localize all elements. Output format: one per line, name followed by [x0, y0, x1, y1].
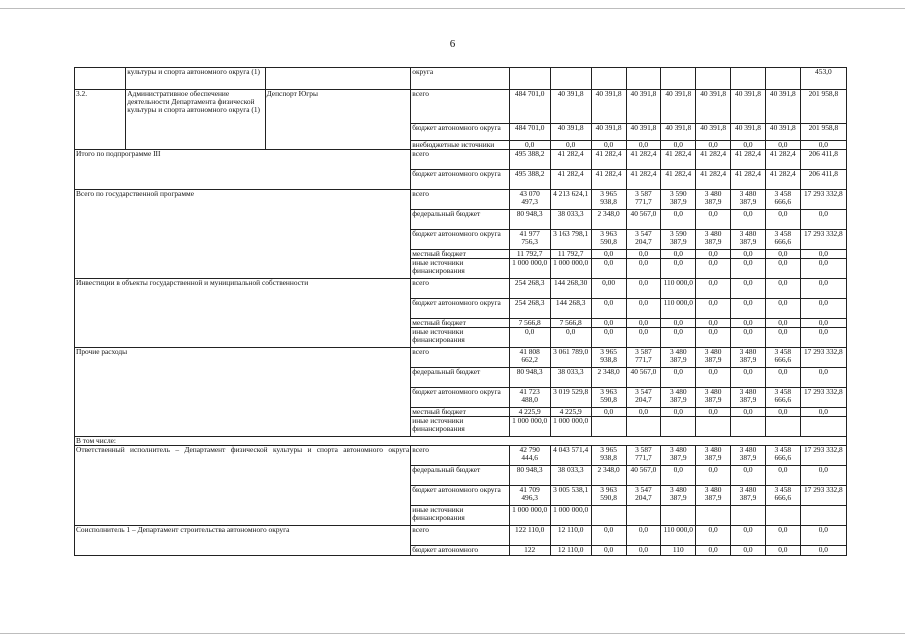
amount-cell	[731, 68, 766, 90]
amount-cell: 254 268,3	[509, 279, 550, 299]
amount-cell	[800, 506, 846, 526]
page-number: 6	[449, 38, 456, 50]
funding-source: округа	[411, 68, 509, 90]
group-label: Ответственный исполнитель – Департамент физической культуры и спорта автономного округа	[75, 446, 411, 526]
funding-source: всего	[411, 348, 509, 368]
amount-cell: 0,0	[661, 210, 696, 230]
row-number: 3.2.	[75, 90, 126, 150]
amount-cell: 7 566,8	[509, 319, 550, 328]
amount-cell: 3 590 387,9	[661, 230, 696, 250]
amount-cell: 41 282,4	[661, 170, 696, 190]
amount-cell: 41 282,4	[550, 150, 591, 170]
amount-cell: 3 480 387,9	[731, 230, 766, 250]
amount-cell: 0,0	[765, 368, 800, 388]
amount-cell: 0,0	[731, 299, 766, 319]
amount-cell: 40 391,8	[731, 90, 766, 124]
amount-cell: 3 458 666,6	[765, 446, 800, 466]
amount-cell: 0,0	[800, 141, 846, 150]
amount-cell: 0,0	[696, 210, 731, 230]
amount-cell: 0,0	[765, 250, 800, 259]
funding-source: бюджет автономного округа	[411, 388, 509, 408]
amount-cell: 0,0	[765, 279, 800, 299]
amount-cell	[591, 68, 626, 90]
amount-cell: 0,0	[661, 368, 696, 388]
funding-source: федеральный бюджет	[411, 210, 509, 230]
amount-cell: 0,0	[696, 408, 731, 417]
group-label: Итого по подпрограмме III	[75, 150, 411, 190]
amount-cell: 40 391,8	[591, 124, 626, 141]
amount-cell	[661, 506, 696, 526]
amount-cell: 80 948,3	[509, 466, 550, 486]
amount-cell: 0,0	[696, 546, 731, 556]
amount-cell: 40 567,0	[626, 368, 661, 388]
amount-cell: 0,0	[626, 250, 661, 259]
amount-cell: 40 391,8	[731, 124, 766, 141]
amount-cell	[696, 506, 731, 526]
funding-source: бюджет автономного округа	[411, 230, 509, 250]
amount-cell: 0,0	[765, 466, 800, 486]
amount-cell: 3 163 798,1	[550, 230, 591, 250]
amount-cell: 0,0	[661, 250, 696, 259]
amount-cell: 0,00	[591, 279, 626, 299]
amount-cell: 0,0	[731, 466, 766, 486]
scan-edge-top	[0, 8, 905, 9]
executor: Депспорт Югры	[265, 90, 411, 150]
row-number	[75, 68, 126, 90]
amount-cell: 41 282,4	[731, 150, 766, 170]
amount-cell: 3 458 666,6	[765, 190, 800, 210]
amount-cell: 0,0	[731, 319, 766, 328]
amount-cell	[626, 68, 661, 90]
amount-cell: 41 282,4	[696, 170, 731, 190]
amount-cell: 41 977 756,3	[509, 230, 550, 250]
amount-cell: 41 282,4	[591, 170, 626, 190]
amount-cell: 1 000 000,0	[550, 506, 591, 526]
amount-cell: 3 963 590,8	[591, 388, 626, 408]
amount-cell: 7 566,8	[550, 319, 591, 328]
amount-cell: 2 348,0	[591, 210, 626, 230]
funding-source: местный бюджет	[411, 319, 509, 328]
amount-cell: 3 480 387,9	[661, 446, 696, 466]
funding-source: бюджет автономного округа	[411, 299, 509, 319]
amount-cell: 3 480 387,9	[696, 486, 731, 506]
funding-source: местный бюджет	[411, 250, 509, 259]
funding-source: внебюджетные источники	[411, 141, 509, 150]
amount-cell: 40 391,8	[626, 90, 661, 124]
measure-name: Административное обеспечение деятельности Департамента физической культуры и спорта автономного округа (1)	[126, 90, 265, 150]
amount-cell: 17 293 332,8	[800, 348, 846, 368]
amount-cell: 41 282,4	[591, 150, 626, 170]
amount-cell: 0,0	[661, 408, 696, 417]
amount-cell: 3 547 204,7	[626, 388, 661, 408]
amount-cell	[591, 417, 626, 437]
table-row	[75, 90, 847, 124]
amount-cell: 3 480 387,9	[731, 446, 766, 466]
amount-cell: 3 480 387,9	[731, 348, 766, 368]
amount-cell: 206 411,8	[800, 170, 846, 190]
amount-cell: 3 547 204,7	[626, 230, 661, 250]
amount-cell: 41 808 662,2	[509, 348, 550, 368]
budget-table	[74, 67, 847, 556]
amount-cell: 1 000 000,0	[550, 417, 591, 437]
funding-source: всего	[411, 90, 509, 124]
funding-source: всего	[411, 150, 509, 170]
amount-cell: 11 792,7	[509, 250, 550, 259]
funding-source: всего	[411, 190, 509, 210]
amount-cell: 41 282,4	[550, 170, 591, 190]
amount-cell: 38 033,3	[550, 466, 591, 486]
amount-cell: 1 000 000,0	[509, 506, 550, 526]
amount-cell: 40 391,8	[661, 124, 696, 141]
amount-cell: 0,0	[696, 466, 731, 486]
amount-cell: 0,0	[591, 319, 626, 328]
scan-edge-bottom	[0, 633, 905, 634]
amount-cell	[765, 506, 800, 526]
amount-cell	[731, 506, 766, 526]
funding-source: всего	[411, 279, 509, 299]
amount-cell: 0,0	[696, 368, 731, 388]
amount-cell: 0,0	[696, 250, 731, 259]
amount-cell: 17 293 332,8	[800, 388, 846, 408]
funding-source: иные источники финансирования	[411, 417, 509, 437]
amount-cell: 0,0	[591, 250, 626, 259]
amount-cell: 41 282,4	[626, 170, 661, 190]
measure-name: культуры и спорта автономного округа (1)	[126, 68, 265, 90]
amount-cell: 495 388,2	[509, 170, 550, 190]
amount-cell: 0,0	[661, 466, 696, 486]
amount-cell: 40 567,0	[626, 210, 661, 230]
amount-cell: 1 000 000,0	[509, 259, 550, 279]
table-row	[75, 437, 847, 446]
amount-cell: 3 965 938,8	[591, 348, 626, 368]
amount-cell: 3 061 789,0	[550, 348, 591, 368]
amount-cell: 40 391,8	[591, 90, 626, 124]
amount-cell: 4 225,9	[550, 408, 591, 417]
amount-cell: 0,0	[591, 526, 626, 546]
amount-cell: 0,0	[626, 259, 661, 279]
amount-cell: 0,0	[765, 546, 800, 556]
amount-cell: 0,0	[800, 408, 846, 417]
amount-cell: 0,0	[591, 299, 626, 319]
amount-cell: 0,0	[731, 259, 766, 279]
amount-cell: 2 348,0	[591, 368, 626, 388]
amount-cell: 40 391,8	[696, 124, 731, 141]
amount-cell	[696, 68, 731, 90]
amount-cell: 201 958,8	[800, 124, 846, 141]
amount-cell: 0,0	[765, 210, 800, 230]
amount-cell: 40 391,8	[550, 124, 591, 141]
amount-cell: 122	[509, 546, 550, 556]
amount-cell: 3 480 387,9	[731, 388, 766, 408]
amount-cell: 484 701,0	[509, 90, 550, 124]
amount-cell: 80 948,3	[509, 210, 550, 230]
group-label: Всего по государственной программе	[75, 190, 411, 279]
amount-cell: 1 000 000,0	[509, 417, 550, 437]
table-row	[75, 190, 847, 210]
amount-cell: 41 282,4	[765, 170, 800, 190]
amount-cell: 0,0	[550, 141, 591, 150]
amount-cell: 11 792,7	[550, 250, 591, 259]
amount-cell: 3 587 771,7	[626, 348, 661, 368]
amount-cell	[550, 68, 591, 90]
amount-cell: 0,0	[509, 328, 550, 348]
amount-cell: 0,0	[731, 408, 766, 417]
amount-cell: 0,0	[800, 259, 846, 279]
amount-cell: 41 282,4	[626, 150, 661, 170]
amount-cell: 3 963 590,8	[591, 230, 626, 250]
amount-cell: 0,0	[800, 279, 846, 299]
amount-cell: 41 723 488,0	[509, 388, 550, 408]
amount-cell: 3 480 387,9	[661, 486, 696, 506]
amount-cell: 40 391,8	[550, 90, 591, 124]
amount-cell: 3 458 666,6	[765, 348, 800, 368]
amount-cell: 110	[661, 546, 696, 556]
amount-cell: 3 458 666,6	[765, 486, 800, 506]
amount-cell: 43 070 497,3	[509, 190, 550, 210]
amount-cell: 3 965 938,8	[591, 190, 626, 210]
amount-cell: 17 293 332,8	[800, 486, 846, 506]
amount-cell	[626, 417, 661, 437]
amount-cell: 0,0	[800, 299, 846, 319]
amount-cell: 0,0	[591, 546, 626, 556]
amount-cell	[765, 68, 800, 90]
group-label: Соисполнитель 1 – Департамент строительства автономного округа	[75, 526, 411, 556]
amount-cell: 17 293 332,8	[800, 230, 846, 250]
amount-cell: 40 391,8	[765, 124, 800, 141]
amount-cell: 0,0	[626, 299, 661, 319]
amount-cell: 38 033,3	[550, 368, 591, 388]
amount-cell: 0,0	[591, 259, 626, 279]
amount-cell: 12 110,0	[550, 546, 591, 556]
table-row	[75, 150, 847, 170]
amount-cell	[661, 68, 696, 90]
amount-cell: 110 000,0	[661, 279, 696, 299]
amount-cell: 3 458 666,6	[765, 388, 800, 408]
amount-cell: 0,0	[765, 526, 800, 546]
amount-cell: 40 567,0	[626, 466, 661, 486]
amount-cell: 3 965 938,8	[591, 446, 626, 466]
amount-cell: 0,0	[626, 328, 661, 348]
funding-source: всего	[411, 446, 509, 466]
amount-cell: 453,0	[800, 68, 846, 90]
funding-source: федеральный бюджет	[411, 368, 509, 388]
amount-cell: 122 110,0	[509, 526, 550, 546]
amount-cell: 0,0	[661, 259, 696, 279]
table-row	[75, 348, 847, 368]
amount-cell: 3 480 387,9	[696, 446, 731, 466]
amount-cell: 0,0	[731, 210, 766, 230]
amount-cell: 41 282,4	[765, 150, 800, 170]
amount-cell: 3 480 387,9	[696, 348, 731, 368]
amount-cell: 0,0	[765, 328, 800, 348]
amount-cell: 0,0	[591, 141, 626, 150]
amount-cell: 0,0	[731, 279, 766, 299]
group-label: Инвестиции в объекты государственной и муниципальной собственности	[75, 279, 411, 348]
amount-cell: 0,0	[800, 466, 846, 486]
amount-cell: 40 391,8	[626, 124, 661, 141]
amount-cell: 0,0	[800, 328, 846, 348]
table-row	[75, 526, 847, 546]
amount-cell	[765, 417, 800, 437]
amount-cell: 0,0	[661, 328, 696, 348]
amount-cell: 80 948,3	[509, 368, 550, 388]
amount-cell: 0,0	[696, 526, 731, 546]
funding-source: бюджет автономного округа	[411, 170, 509, 190]
amount-cell	[696, 417, 731, 437]
funding-source: бюджет автономного	[411, 546, 509, 556]
amount-cell: 3 480 387,9	[661, 348, 696, 368]
amount-cell: 0,0	[626, 408, 661, 417]
amount-cell: 12 110,0	[550, 526, 591, 546]
amount-cell: 0,0	[731, 141, 766, 150]
funding-source: иные источники финансирования	[411, 506, 509, 526]
amount-cell: 0,0	[696, 299, 731, 319]
amount-cell: 3 458 666,6	[765, 230, 800, 250]
amount-cell: 110 000,0	[661, 526, 696, 546]
amount-cell	[591, 506, 626, 526]
funding-source: местный бюджет	[411, 408, 509, 417]
amount-cell: 3 480 387,9	[696, 230, 731, 250]
amount-cell	[626, 506, 661, 526]
amount-cell: 3 480 387,9	[731, 486, 766, 506]
amount-cell: 495 388,2	[509, 150, 550, 170]
amount-cell: 3 480 387,9	[661, 388, 696, 408]
amount-cell: 3 019 529,8	[550, 388, 591, 408]
amount-cell: 0,0	[626, 526, 661, 546]
amount-cell: 0,0	[696, 319, 731, 328]
amount-cell: 0,0	[765, 259, 800, 279]
funding-source: иные источники финансирования	[411, 259, 509, 279]
amount-cell: 0,0	[765, 299, 800, 319]
amount-cell: 4 225,9	[509, 408, 550, 417]
amount-cell: 3 547 204,7	[626, 486, 661, 506]
amount-cell: 254 268,3	[509, 299, 550, 319]
amount-cell: 40 391,8	[661, 90, 696, 124]
amount-cell	[509, 68, 550, 90]
amount-cell: 0,0	[696, 259, 731, 279]
amount-cell	[661, 417, 696, 437]
amount-cell: 0,0	[696, 141, 731, 150]
amount-cell: 0,0	[696, 279, 731, 299]
amount-cell: 0,0	[591, 328, 626, 348]
amount-cell: 41 282,4	[661, 150, 696, 170]
amount-cell: 201 958,8	[800, 90, 846, 124]
amount-cell: 3 480 387,9	[696, 388, 731, 408]
amount-cell: 0,0	[626, 279, 661, 299]
amount-cell: 0,0	[800, 368, 846, 388]
amount-cell: 110 000,0	[661, 299, 696, 319]
amount-cell: 41 709 496,3	[509, 486, 550, 506]
amount-cell: 40 391,8	[765, 90, 800, 124]
amount-cell: 38 033,3	[550, 210, 591, 230]
amount-cell: 0,0	[591, 408, 626, 417]
amount-cell: 3 480 387,9	[696, 190, 731, 210]
funding-source: федеральный бюджет	[411, 466, 509, 486]
amount-cell	[731, 417, 766, 437]
amount-cell: 3 590 387,9	[661, 190, 696, 210]
amount-cell: 144 268,3	[550, 299, 591, 319]
amount-cell: 0,0	[731, 328, 766, 348]
amount-cell: 40 391,8	[696, 90, 731, 124]
amount-cell: 484 701,0	[509, 124, 550, 141]
amount-cell: 0,0	[626, 141, 661, 150]
amount-cell: 41 282,4	[731, 170, 766, 190]
amount-cell: 0,0	[765, 319, 800, 328]
amount-cell: 0,0	[731, 526, 766, 546]
amount-cell: 0,0	[696, 328, 731, 348]
amount-cell: 3 587 771,7	[626, 446, 661, 466]
executor	[265, 68, 411, 90]
amount-cell: 3 480 387,9	[731, 190, 766, 210]
amount-cell: 144 268,30	[550, 279, 591, 299]
amount-cell: 0,0	[800, 546, 846, 556]
amount-cell: 0,0	[731, 546, 766, 556]
funding-source: всего	[411, 526, 509, 546]
amount-cell: 0,0	[765, 408, 800, 417]
amount-cell: 0,0	[661, 319, 696, 328]
section-label: В том числе:	[75, 437, 847, 446]
amount-cell: 42 790 444,6	[509, 446, 550, 466]
amount-cell: 0,0	[626, 319, 661, 328]
amount-cell: 2 348,0	[591, 466, 626, 486]
amount-cell: 4 213 624,1	[550, 190, 591, 210]
amount-cell: 3 587 771,7	[626, 190, 661, 210]
amount-cell: 0,0	[800, 319, 846, 328]
amount-cell: 0,0	[800, 210, 846, 230]
amount-cell: 3 005 538,1	[550, 486, 591, 506]
amount-cell: 0,0	[731, 250, 766, 259]
amount-cell: 206 411,8	[800, 150, 846, 170]
amount-cell: 4 043 571,4	[550, 446, 591, 466]
amount-cell: 0,0	[550, 328, 591, 348]
group-label: Прочие расходы	[75, 348, 411, 437]
amount-cell: 0,0	[661, 141, 696, 150]
funding-source: бюджет автономного округа	[411, 486, 509, 506]
amount-cell: 3 963 590,8	[591, 486, 626, 506]
amount-cell: 0,0	[800, 250, 846, 259]
amount-cell: 0,0	[765, 141, 800, 150]
funding-source: бюджет автономного округа	[411, 124, 509, 141]
amount-cell: 1 000 000,0	[550, 259, 591, 279]
table-row	[75, 446, 847, 466]
amount-cell: 0,0	[626, 546, 661, 556]
amount-cell: 17 293 332,8	[800, 446, 846, 466]
amount-cell: 0,0	[509, 141, 550, 150]
amount-cell: 0,0	[731, 368, 766, 388]
table-row	[75, 68, 847, 90]
amount-cell: 0,0	[800, 526, 846, 546]
funding-source: иные источники финансирования	[411, 328, 509, 348]
amount-cell: 17 293 332,8	[800, 190, 846, 210]
amount-cell	[800, 417, 846, 437]
table-row	[75, 279, 847, 299]
amount-cell: 41 282,4	[696, 150, 731, 170]
